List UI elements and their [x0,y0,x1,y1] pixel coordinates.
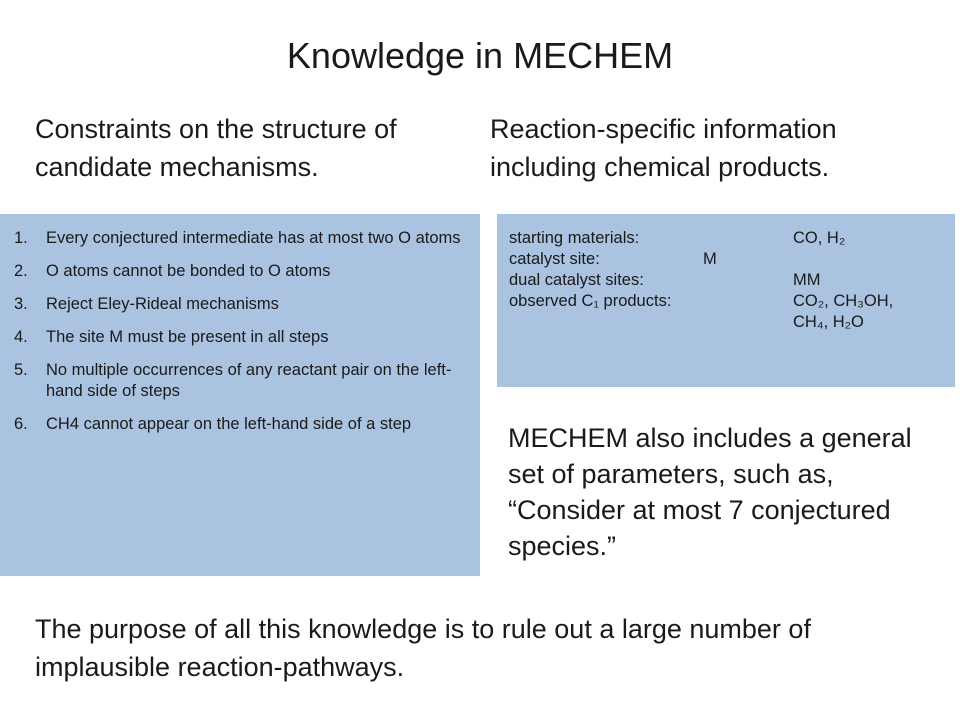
constraint-text: The site M must be present in all steps [46,328,329,346]
slide-title: Knowledge in MECHEM [286,35,674,76]
catalyst-site-value: M [703,250,717,268]
constraint-item [14,360,466,402]
constraints-heading: Constraints on the structure of candidate mechanisms. [35,114,397,182]
constraint-number: 2. [14,262,28,280]
constraint-text: Every conjectured intermediate has at most two O atoms [46,229,461,247]
reaction-info-box [497,214,955,387]
dual-catalyst-sites-label: dual catalyst sites: [509,271,644,289]
constraint-text: Reject Eley-Rideal mechanisms [46,295,279,313]
constraint-number: 1. [14,229,28,247]
constraints-list [14,228,466,447]
catalyst-site-label: catalyst site: [509,250,600,268]
constraint-item [14,261,466,282]
observed-products-value [793,291,893,333]
constraint-item [14,414,466,435]
parameters-note: MECHEM also includes a general set of parameters, such as, “Consider at most 7 conjectured species.” [508,423,912,561]
constraint-number: 6. [14,415,28,433]
constraint-text: O atoms cannot be bonded to O atoms [46,262,331,280]
constraint-number: 5. [14,361,28,379]
constraint-text: No multiple occurrences of any reactant pair on the left-hand side of steps [46,361,452,400]
starting-materials-value: CO, H₂ [793,229,846,247]
constraint-item [14,228,466,249]
constraint-item [14,294,466,315]
constraint-number: 4. [14,328,28,346]
observed-products-label: observed C₁ products: [509,292,672,310]
starting-materials-label: starting materials: [509,229,640,247]
reaction-info-heading: Reaction-specific information including chemical products. [490,114,837,182]
constraints-box [0,214,480,576]
dual-catalyst-sites-value: MM [793,271,821,289]
observed-products-line-1: CO₂, CH₃OH, [793,292,894,310]
constraint-item [14,327,466,348]
purpose-statement: The purpose of all this knowledge is to rule out a large number of implausible reaction-pathways. [35,614,811,682]
observed-products-line-2: CH₄, H₂O [793,313,864,331]
constraint-text: CH4 cannot appear on the left-hand side of a step [46,415,412,433]
constraint-number: 3. [14,295,28,313]
